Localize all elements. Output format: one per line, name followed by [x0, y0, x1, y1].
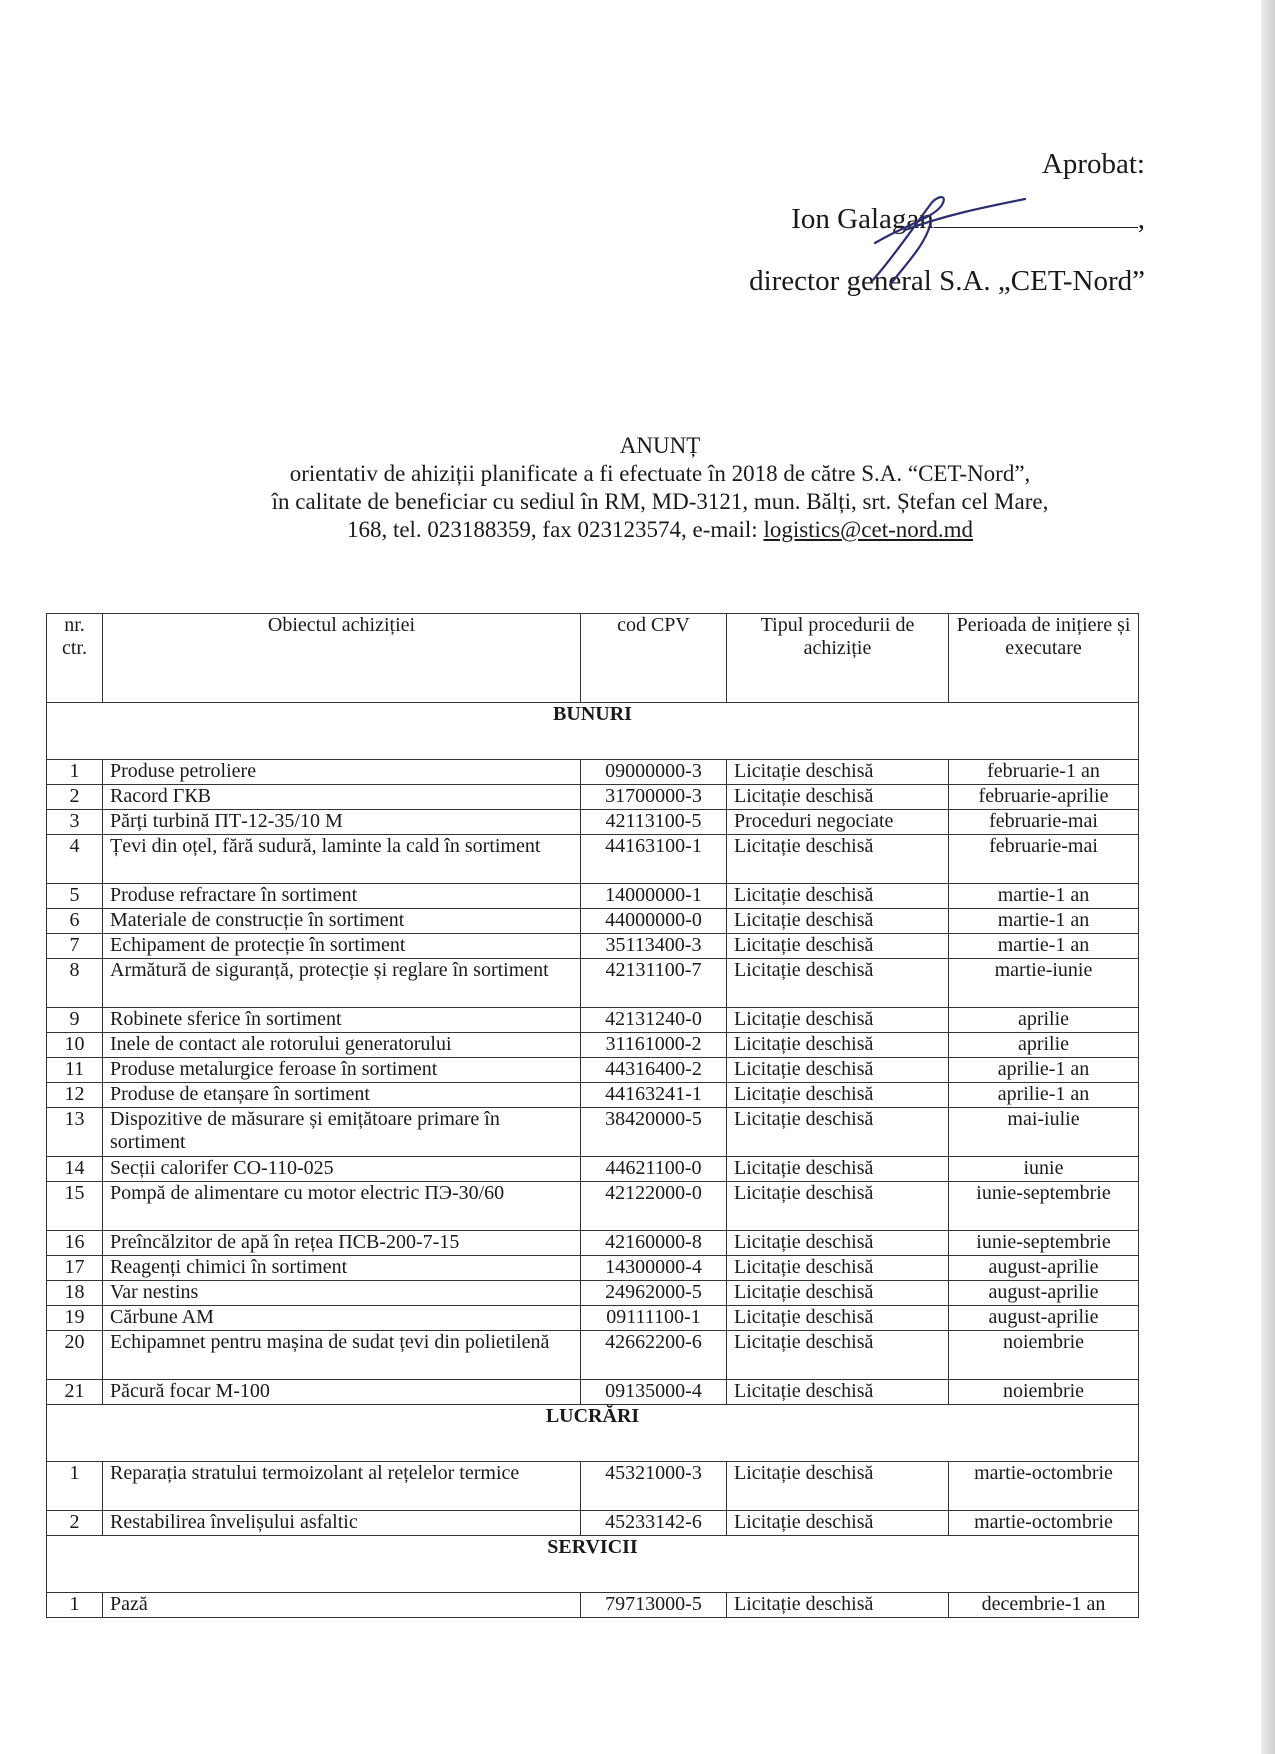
row-object: Dispozitive de măsurare și emițătoare primare în sortiment: [103, 1108, 581, 1157]
approval-label: Aprobat:: [1041, 148, 1145, 180]
row-number: 10: [47, 1033, 103, 1058]
table-row: [47, 934, 1139, 959]
row-period: martie-octombrie: [949, 1462, 1139, 1511]
row-procedure: Licitație deschisă: [727, 760, 949, 785]
row-cpv-code: 09135000-4: [581, 1380, 727, 1405]
row-object: Părți turbină ПТ-12-35/10 М: [103, 810, 581, 835]
row-number: 6: [47, 909, 103, 934]
table-row: [47, 909, 1139, 934]
row-number: 21: [47, 1380, 103, 1405]
table-row: [47, 1256, 1139, 1281]
table-row: [47, 1281, 1139, 1306]
row-cpv-code: 42131100-7: [581, 959, 727, 1008]
email-link[interactable]: logistics@cet-nord.md: [763, 517, 974, 542]
row-procedure: Licitație deschisă: [727, 909, 949, 934]
row-number: 19: [47, 1306, 103, 1331]
row-cpv-code: 44621100-0: [581, 1157, 727, 1182]
table-row: [47, 1033, 1139, 1058]
row-cpv-code: 14300000-4: [581, 1256, 727, 1281]
contact-details: 168, tel. 023188359, fax 023123574, e-mail:: [346, 517, 764, 542]
row-object: Racord ГКВ: [103, 785, 581, 810]
row-period: decembrie-1 an: [949, 1593, 1139, 1618]
row-cpv-code: 44316400-2: [581, 1058, 727, 1083]
row-object: Echipament de protecție în sortiment: [103, 934, 581, 959]
row-cpv-code: 44163241-1: [581, 1083, 727, 1108]
row-number: 5: [47, 884, 103, 909]
section-title: SERVICII: [47, 1536, 1139, 1593]
row-cpv-code: 45321000-3: [581, 1462, 727, 1511]
row-period: martie-iunie: [949, 959, 1139, 1008]
row-number: 20: [47, 1331, 103, 1380]
table-row: [47, 1108, 1139, 1157]
row-cpv-code: 45233142-6: [581, 1511, 727, 1536]
row-number: 14: [47, 1157, 103, 1182]
row-period: august-aprilie: [949, 1281, 1139, 1306]
row-period: noiembrie: [949, 1331, 1139, 1380]
table-row: [47, 1331, 1139, 1380]
row-cpv-code: 35113400-3: [581, 934, 727, 959]
header-period: Perioada de inițiere și executare: [949, 614, 1139, 703]
announcement-line-2: în calitate de beneficiar cu sediul în RM, MD-3121, mun. Bălți, srt. Ștefan cel Mare,: [271, 489, 1049, 514]
row-cpv-code: 44163100-1: [581, 835, 727, 884]
table-row: [47, 785, 1139, 810]
row-object: Reagenți chimici în sortiment: [103, 1256, 581, 1281]
page-edge-shadow: [1261, 0, 1275, 1754]
row-number: 15: [47, 1182, 103, 1231]
table-row: [47, 1231, 1139, 1256]
section-row: [47, 703, 1139, 760]
row-period: aprilie-1 an: [949, 1083, 1139, 1108]
table-row: [47, 1380, 1139, 1405]
row-object: Var nestins: [103, 1281, 581, 1306]
row-cpv-code: 09000000-3: [581, 760, 727, 785]
row-object: Păcură focar M-100: [103, 1380, 581, 1405]
row-object: Armătură de siguranță, protecție și reglare în sortiment: [103, 959, 581, 1008]
row-procedure: Licitație deschisă: [727, 835, 949, 884]
approver-name: Ion Galagan: [791, 203, 934, 235]
procurement-table: [46, 613, 1139, 1618]
row-procedure: Licitație deschisă: [727, 1462, 949, 1511]
header-procedure: Tipul procedurii de achiziție: [727, 614, 949, 703]
row-period: aprilie: [949, 1008, 1139, 1033]
row-procedure: Licitație deschisă: [727, 1157, 949, 1182]
row-cpv-code: 42131240-0: [581, 1008, 727, 1033]
row-procedure: Licitație deschisă: [727, 1083, 949, 1108]
table-row: [47, 810, 1139, 835]
row-procedure: Licitație deschisă: [727, 785, 949, 810]
row-period: martie-1 an: [949, 909, 1139, 934]
row-object: Secții calorifer CO-110-025: [103, 1157, 581, 1182]
row-procedure: Licitație deschisă: [727, 1593, 949, 1618]
row-object: Restabilirea învelișului asfaltic: [103, 1511, 581, 1536]
row-period: februarie-aprilie: [949, 785, 1139, 810]
row-object: Cărbune AM: [103, 1306, 581, 1331]
table-body: [47, 703, 1139, 1618]
table-row: [47, 1008, 1139, 1033]
row-object: Țevi din oțel, fără sudură, laminte la cald în sortiment: [103, 835, 581, 884]
row-cpv-code: 42160000-8: [581, 1231, 727, 1256]
row-number: 7: [47, 934, 103, 959]
row-object: Produse de etanșare în sortiment: [103, 1083, 581, 1108]
row-procedure: Licitație deschisă: [727, 1306, 949, 1331]
row-cpv-code: 42662200-6: [581, 1331, 727, 1380]
row-number: 16: [47, 1231, 103, 1256]
row-number: 8: [47, 959, 103, 1008]
table-row: [47, 1306, 1139, 1331]
row-object: Pompă de alimentare cu motor electric ПЭ-30/60: [103, 1182, 581, 1231]
row-cpv-code: 42122000-0: [581, 1182, 727, 1231]
row-cpv-code: 31700000-3: [581, 785, 727, 810]
table-row: [47, 1157, 1139, 1182]
table-row: [47, 760, 1139, 785]
table-header-row: [47, 614, 1139, 703]
row-procedure: Licitație deschisă: [727, 1331, 949, 1380]
row-period: august-aprilie: [949, 1306, 1139, 1331]
row-object: Produse petroliere: [103, 760, 581, 785]
row-object: Produse metalurgice feroase în sortiment: [103, 1058, 581, 1083]
row-object: Echipamnet pentru mașina de sudat țevi din polietilenă: [103, 1331, 581, 1380]
row-cpv-code: 38420000-5: [581, 1108, 727, 1157]
row-procedure: Licitație deschisă: [727, 934, 949, 959]
row-number: 17: [47, 1256, 103, 1281]
row-object: Pază: [103, 1593, 581, 1618]
row-period: iunie-septembrie: [949, 1231, 1139, 1256]
row-number: 9: [47, 1008, 103, 1033]
section-title: BUNURI: [47, 703, 1139, 760]
row-cpv-code: 79713000-5: [581, 1593, 727, 1618]
row-cpv-code: 31161000-2: [581, 1033, 727, 1058]
row-procedure: Licitație deschisă: [727, 1281, 949, 1306]
row-cpv-code: 09111100-1: [581, 1306, 727, 1331]
row-procedure: Licitație deschisă: [727, 1231, 949, 1256]
row-cpv-code: 42113100-5: [581, 810, 727, 835]
announcement-line-1: orientativ de ahiziții planificate a fi efectuate în 2018 de către S.A. “CET-Nord”,: [289, 461, 1031, 486]
header-nr: nr. ctr.: [47, 614, 103, 703]
row-procedure: Licitație deschisă: [727, 1380, 949, 1405]
row-procedure: Licitație deschisă: [727, 1182, 949, 1231]
row-number: 2: [47, 785, 103, 810]
row-period: aprilie-1 an: [949, 1058, 1139, 1083]
row-number: 2: [47, 1511, 103, 1536]
section-row: [47, 1536, 1139, 1593]
row-object: Inele de contact ale rotorului generatorului: [103, 1033, 581, 1058]
row-procedure: Licitație deschisă: [727, 959, 949, 1008]
row-procedure: Licitație deschisă: [727, 1008, 949, 1033]
row-number: 18: [47, 1281, 103, 1306]
row-period: februarie-mai: [949, 835, 1139, 884]
row-procedure: Licitație deschisă: [727, 1511, 949, 1536]
row-period: martie-1 an: [949, 934, 1139, 959]
table-row: [47, 1462, 1139, 1511]
row-procedure: Licitație deschisă: [727, 1033, 949, 1058]
table-row: [47, 1182, 1139, 1231]
row-period: iunie-septembrie: [949, 1182, 1139, 1231]
approver-position: director general S.A. „CET-Nord”: [749, 265, 1145, 297]
header-object: Obiectul achiziției: [103, 614, 581, 703]
handwritten-signature: [835, 185, 1105, 295]
approver-name-suffix: ,: [1137, 203, 1145, 235]
section-title: LUCRĂRI: [47, 1405, 1139, 1462]
row-period: iunie: [949, 1157, 1139, 1182]
row-procedure: Licitație deschisă: [727, 1256, 949, 1281]
row-procedure: Licitație deschisă: [727, 884, 949, 909]
row-period: martie-octombrie: [949, 1511, 1139, 1536]
announcement-header: [180, 432, 1140, 544]
announcement-heading: ANUNȚ: [619, 433, 701, 458]
row-period: martie-1 an: [949, 884, 1139, 909]
section-row: [47, 1405, 1139, 1462]
table-row: [47, 835, 1139, 884]
row-cpv-code: 14000000-1: [581, 884, 727, 909]
row-number: 13: [47, 1108, 103, 1157]
row-period: februarie-mai: [949, 810, 1139, 835]
row-period: aprilie: [949, 1033, 1139, 1058]
row-number: 4: [47, 835, 103, 884]
row-procedure: Licitație deschisă: [727, 1108, 949, 1157]
row-period: mai-iulie: [949, 1108, 1139, 1157]
announcement-line-3: [180, 516, 1140, 544]
row-number: 12: [47, 1083, 103, 1108]
row-number: 11: [47, 1058, 103, 1083]
row-number: 1: [47, 760, 103, 785]
row-period: august-aprilie: [949, 1256, 1139, 1281]
row-period: noiembrie: [949, 1380, 1139, 1405]
table-row: [47, 1083, 1139, 1108]
row-object: Robinete sferice în sortiment: [103, 1008, 581, 1033]
header-cpv: cod CPV: [581, 614, 727, 703]
table-row: [47, 1593, 1139, 1618]
row-period: februarie-1 an: [949, 760, 1139, 785]
table-row: [47, 959, 1139, 1008]
row-procedure: Licitație deschisă: [727, 1058, 949, 1083]
row-number: 1: [47, 1593, 103, 1618]
table-row: [47, 1511, 1139, 1536]
table-row: [47, 1058, 1139, 1083]
row-number: 1: [47, 1462, 103, 1511]
row-number: 3: [47, 810, 103, 835]
row-object: Produse refractare în sortiment: [103, 884, 581, 909]
row-object: Preîncălzitor de apă în rețea ПСВ-200-7-15: [103, 1231, 581, 1256]
table-row: [47, 884, 1139, 909]
row-procedure: Proceduri negociate: [727, 810, 949, 835]
row-object: Materiale de construcție în sortiment: [103, 909, 581, 934]
row-cpv-code: 44000000-0: [581, 909, 727, 934]
row-object: Reparația stratului termoizolant al rețelelor termice: [103, 1462, 581, 1511]
row-cpv-code: 24962000-5: [581, 1281, 727, 1306]
